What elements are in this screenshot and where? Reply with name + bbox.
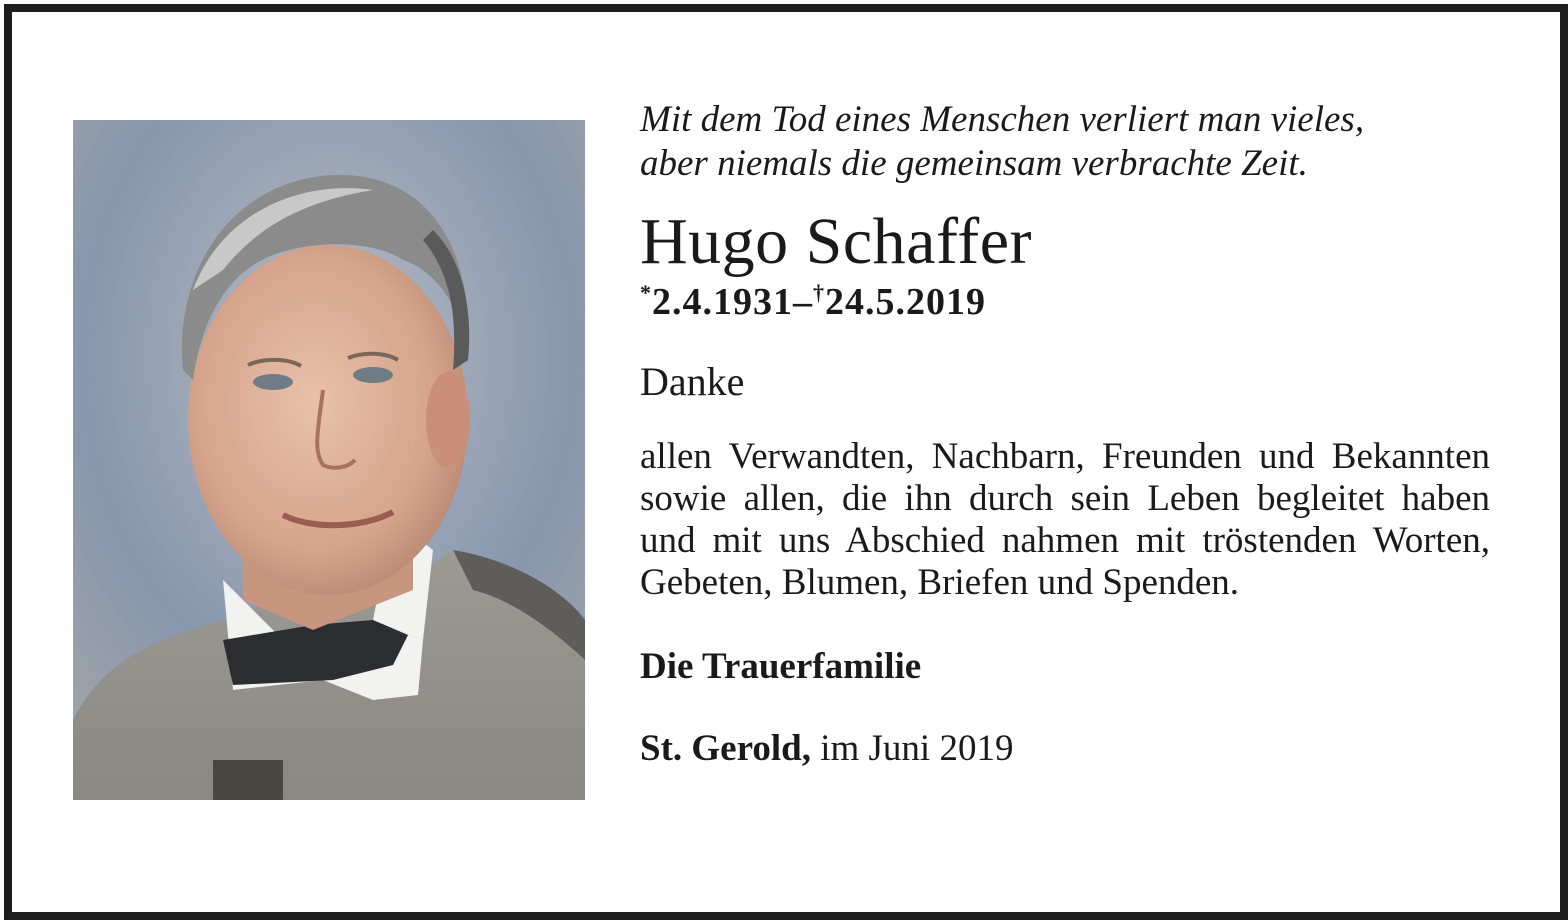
motto-line-2: aber niemals die gemeinsam verbrachte Zeit. xyxy=(640,143,1308,184)
death-date: 24.5.2019 xyxy=(825,281,986,323)
thanks-text: allen Verwandten, Nachbarn, Freunden und Bekannten sowie allen, die ihn durch sein Leben begleitet haben und mit uns Abschied nahmen mit tröstenden Worten, Gebeten, Blumen, Briefen und Spenden. xyxy=(640,436,1490,603)
obituary-text xyxy=(640,98,1490,770)
birth-date: 2.4.1931 xyxy=(652,281,793,323)
portrait-photo xyxy=(73,120,585,800)
place: St. Gerold, xyxy=(640,728,811,769)
motto xyxy=(640,98,1490,186)
date-line: im Juni 2019 xyxy=(820,728,1014,769)
birth-symbol: * xyxy=(640,280,652,305)
life-dates xyxy=(640,280,1490,324)
place-date-line xyxy=(640,728,1490,770)
date-separator: – xyxy=(793,281,813,323)
signature: Die Trauerfamilie xyxy=(640,646,922,687)
thanks-heading: Danke xyxy=(640,359,745,404)
motto-line-1: Mit dem Tod eines Menschen verliert man vieles, xyxy=(640,99,1365,140)
death-symbol: † xyxy=(813,280,825,305)
deceased-name: Hugo Schaffer xyxy=(640,205,1032,278)
